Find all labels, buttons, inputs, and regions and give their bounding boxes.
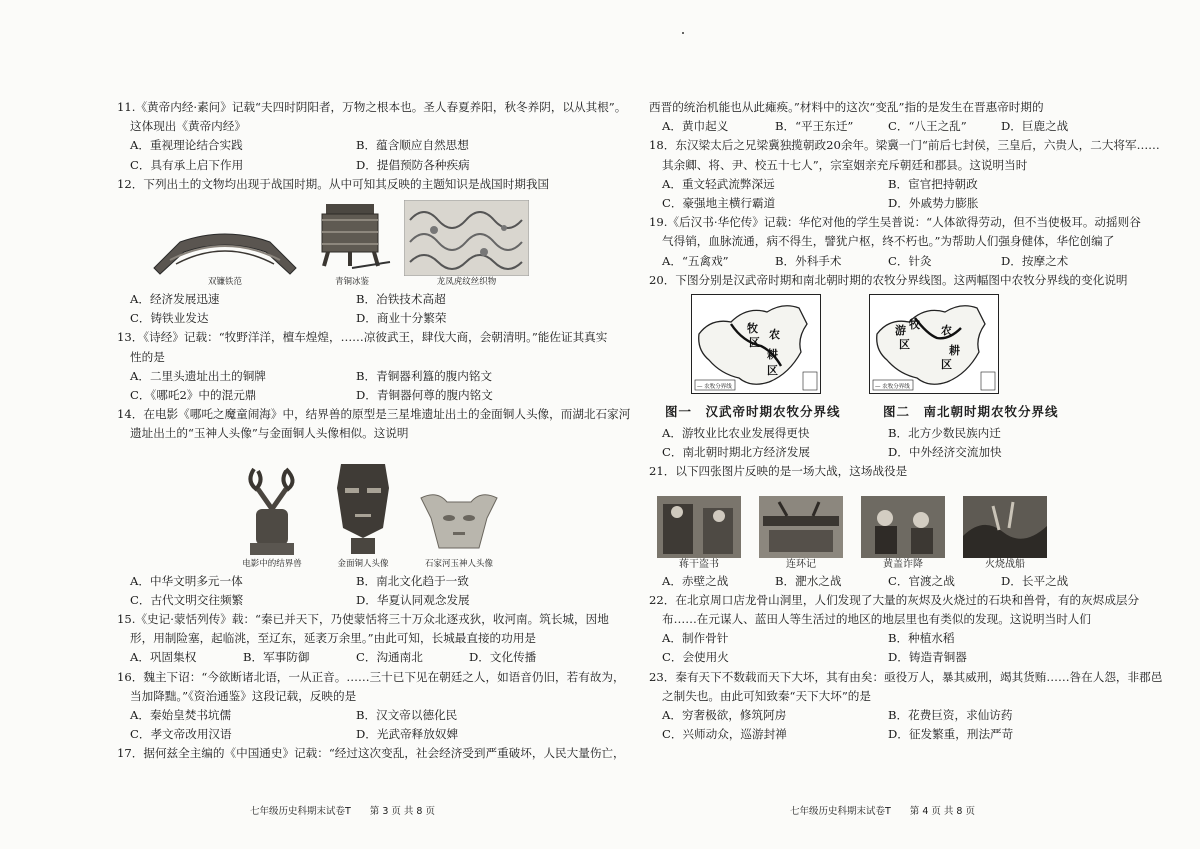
map1-label-2: 农 [769,328,780,342]
gold-mask-figure [328,458,398,570]
painting-2-caption: 连环记 [786,558,816,570]
bronze-ice-jian-caption: 青铜冰鉴 [334,277,369,288]
q12-option-b: B．冶铁技术高超 [356,292,446,307]
q22-stem-2: 布……在元谋人、蓝田人等生活过的地区的地层里也有类似的发现。这说明当时人们 [662,612,1091,627]
map2-label-1: 牧 [909,318,920,332]
q22-option-a: A．制作骨针 [662,631,729,646]
iron-mold-caption: 双镰铁范 [207,277,242,288]
q11-option-b: B．蕴含顺应自然思想 [356,138,469,153]
jiejie-beast-caption: 电影中的结界兽 [242,558,302,569]
q18-option-a: A．重文轻武流弊深远 [662,176,775,191]
question-20 [649,271,1128,463]
gold-mask-image [333,458,393,558]
iron-mold-figure [150,224,300,288]
map1-label-3: 耕 [767,348,778,362]
q19-option-d: D．按摩之术 [1001,253,1069,268]
question-15 [117,610,609,668]
q11-option-c: C．具有承上启下作用 [130,157,244,172]
question-11 [117,98,627,175]
q14-stem-1: 14．在电影《哪吒之魔童闹海》中，结界兽的原型是三星堆遗址出土的金面铜人头像，而湖北石家河 [117,407,631,422]
q17-stem-1: 17．据何兹全主编的《中国通史》记载：“经过这次变乱，社会经济受到严重破坏，人民大量伤亡， [117,746,625,761]
scan-dot [682,32,684,34]
q23-option-c: C．兴师动众，巡游封禅 [662,727,787,742]
painting-1-figure [655,496,743,570]
q15-option-d: D．文化传播 [469,650,537,665]
q15-option-a: A．巩固集权 [130,650,197,665]
q17-option-c: C．“八王之乱” [888,119,967,134]
question-23 [649,668,1163,745]
q13-option-a: A．二里头遗址出土的铜牌 [130,368,266,383]
q18-option-b: B．宦官把持朝政 [888,176,978,191]
question-21 [649,462,1114,590]
q19-stem-1: 19.《后汉书·华佗传》记载：华佗对他的学生吴普说：“人体欲得劳动，但不当使极耳。动摇则谷 [649,215,1141,230]
jade-head-figure [414,488,504,570]
q20-option-b: B．北方少数民族内迁 [888,426,1001,441]
gold-mask-caption: 金面铜人头像 [337,558,389,569]
q16-option-a: A．秦始皇焚书坑儒 [130,708,232,723]
q18-option-d: D．外戚势力膨胀 [888,196,979,211]
q20-option-c: C．南北朝时期北方经济发展 [662,445,810,460]
q14-stem-2: 遗址出土的“玉神人头像”与金面铜人头像相似。这说明 [130,426,409,441]
silk-fabric-caption: 龙凤虎纹丝织物 [436,277,497,288]
q13-option-b: B．青铜器利簋的腹内铭文 [356,368,493,383]
q20-option-d: D．中外经济交流加快 [888,445,1002,460]
q13-stem-2: 性的是 [130,349,165,364]
map1-label-0: 牧 [747,322,758,336]
q22-stem-1: 22．在北京周口店龙骨山洞里，人们发现了大量的灰烬及火烧过的石块和兽骨，有的灰烬成层分 [649,592,1140,607]
q17-option-a: A．黄巾起义 [662,119,729,134]
jiejie-beast-image [242,463,302,558]
q14-option-c: C．古代文明交往频繁 [130,592,244,607]
q17-option-b: B．“平王东迁” [775,119,854,134]
q14-option-d: D．华夏认同观念发展 [356,592,470,607]
q11-option-d: D．提倡预防各种疾病 [356,157,470,172]
jiejie-beast-figure [232,463,312,570]
painting-2-image [759,496,843,558]
painting-3-figure [859,496,947,570]
left-page [117,98,631,764]
painting-4-image [963,496,1047,558]
question-17-continued [649,98,1114,136]
q13-option-c: C．《哪吒2》中的混元鼎 [130,388,257,403]
painting-4-figure [961,496,1049,570]
question-14 [117,405,631,610]
q15-stem-2: 形，用制险塞，起临洮，至辽东，延袤万余里。”由此可知，长城最直接的功用是 [130,631,536,646]
q16-stem-1: 16．魏主下诏：“今欲断诸北语，一从正音。……三十已下见在朝廷之人，如语音仍旧，若有故为， [117,669,625,684]
q15-stem-1: 15.《史记·蒙恬列传》载：“秦已并天下，乃使蒙恬将三十万众北逐戎狄，收河南。筑长城，因地 [117,612,609,627]
q19-stem-2: 气得销，血脉流通，病不得生，譬犹户枢，终不朽也。”为帮助人们强身健体，华佗创编了 [662,234,1115,249]
q16-option-d: D．光武帝释放奴婢 [356,727,459,742]
q22-option-d: D．铸造青铜器 [888,650,967,665]
q14-option-a: A．中华文明多元一体 [130,573,243,588]
q19-option-c: C．针灸 [888,253,932,268]
map2-legend: — 农牧分界线 [875,384,910,391]
question-13 [117,328,608,405]
q18-option-c: C．豪强地主横行霸道 [662,196,776,211]
q11-stem-2: 这体现出《黄帝内经》 [130,119,246,134]
question-18 [649,136,1160,213]
silk-fabric-image [404,200,529,276]
q12-stem: 12．下列出土的文物均出现于战国时期。从中可知其反映的主题知识是战国时期我国 [117,176,550,191]
map1-caption: 图一 汉武帝时期农牧分界线 [665,404,841,420]
q21-option-d: D．长平之战 [1001,573,1069,588]
q19-option-a: A．“五禽戏” [662,253,729,268]
q13-option-d: D．青铜器何尊的腹内铭文 [356,388,493,403]
painting-3-caption: 黄盖诈降 [883,558,923,570]
q19-option-b: B．外科手术 [775,253,842,268]
q12-option-a: A．经济发展迅速 [130,292,220,307]
q18-stem-2: 其余卿、将、尹、校五十七人”，宗室姻亲充斥朝廷和郡县。这说明当时 [662,157,1028,172]
q11-stem-1: 11.《黄帝内经·素问》记载“夫四时阴阳者，万物之根本也。圣人春夏养阳，秋冬养阴，以从其根”。 [117,100,627,114]
q12-option-c: C．铸铁业发达 [130,311,209,326]
q16-option-b: B．汉文帝以德化民 [356,708,458,723]
q16-option-c: C．孝文帝改用汉语 [130,727,232,742]
silk-fabric-figure [404,200,529,288]
map2-label-4: 耕 [949,344,960,358]
map2-label-5: 区 [941,358,952,372]
han-wudi-map [691,294,821,394]
painting-3-image [861,496,945,558]
q23-stem-2: 之制失也。由此可知致秦“天下大坏”的是 [662,688,871,703]
bronze-ice-jian-image [312,196,392,276]
q11-option-a: A．重视理论结合实践 [130,138,243,153]
right-page [649,98,1163,744]
jade-head-caption: 石家河玉神人头像 [424,558,493,569]
right-page-footer: 七年级历史科期末试卷T 第 4 页 共 8 页 [790,806,975,817]
q15-option-c: C．沟通南北 [356,650,423,665]
q23-option-d: D．征发繁重，刑法严苛 [888,727,1014,742]
bronze-ice-jian-figure [312,196,392,288]
q20-option-a: A．游牧业比农业发展得更快 [662,426,810,441]
map1-label-4: 区 [767,364,778,378]
q13-stem-1: 13．《诗经》记载：“牧野洋洋，檀车煌煌，……凉彼武王，肆伐大商，会朝清明。”能佐证其真实 [117,330,608,345]
map2-caption: 图二 南北朝时期农牧分界线 [883,404,1059,420]
q12-option-d: D．商业十分繁荣 [356,311,447,326]
map2-label-0: 游 [895,324,906,338]
q21-option-a: A．赤壁之战 [662,573,729,588]
painting-2-figure [757,496,845,570]
question-12 [117,175,582,329]
q23-option-b: B．花费巨资，求仙访药 [888,708,1013,723]
left-page-footer: 七年级历史科期末试卷T 第 3 页 共 8 页 [250,806,435,817]
map2-label-2: 区 [899,338,910,352]
q21-option-b: B．淝水之战 [775,573,842,588]
q17-option-d: D．巨鹿之战 [1001,119,1069,134]
q17-stem-2: 西晋的统治机能也从此瘫痪。”材料中的这次“变乱”指的是发生在晋惠帝时期的 [649,100,1044,114]
question-19 [649,213,1141,271]
q15-option-b: B．军事防御 [243,650,310,665]
question-17 [117,744,625,763]
q23-option-a: A．穷奢极欲，修筑阿房 [662,708,787,723]
q20-stem: 20．下图分别是汉武帝时期和南北朝时期的农牧分界线图。这两幅图中农牧分界线的变化说明 [649,272,1128,287]
q22-option-c: C．会使用火 [662,650,729,665]
map1-label-1: 区 [749,336,760,350]
nanbeichao-map [869,294,999,394]
map1-legend: — 农牧分界线 [697,384,732,391]
q14-option-b: B．南北文化趋于一致 [356,573,469,588]
q21-stem: 21．以下四张图片反映的是一场大战，这场战役是 [649,464,908,479]
q21-option-c: C．官渡之战 [888,573,955,588]
painting-4-caption: 火烧战船 [985,558,1025,570]
map2-label-3: 农 [941,324,952,338]
jade-head-image [417,488,501,558]
iron-mold-image [150,224,300,276]
painting-1-caption: 蒋干盗书 [679,558,719,570]
q16-stem-2: 当加降黜。”《资治通鉴》这段记载，反映的是 [130,688,357,703]
q23-stem-1: 23．秦有天下不数载而天下大坏，其有由矣：亟役万人，暴其威刑，竭其货贿……咎在人怨，非郡邑 [649,669,1163,684]
question-22 [649,591,1140,668]
question-16 [117,668,625,745]
q18-stem-1: 18．东汉梁太后之兄梁冀独揽朝政20余年。梁冀一门“前后七封侯，三皇后，六贵人，二大将军…… [649,138,1160,153]
painting-1-image [657,496,741,558]
q22-option-b: B．种植水稻 [888,631,955,646]
